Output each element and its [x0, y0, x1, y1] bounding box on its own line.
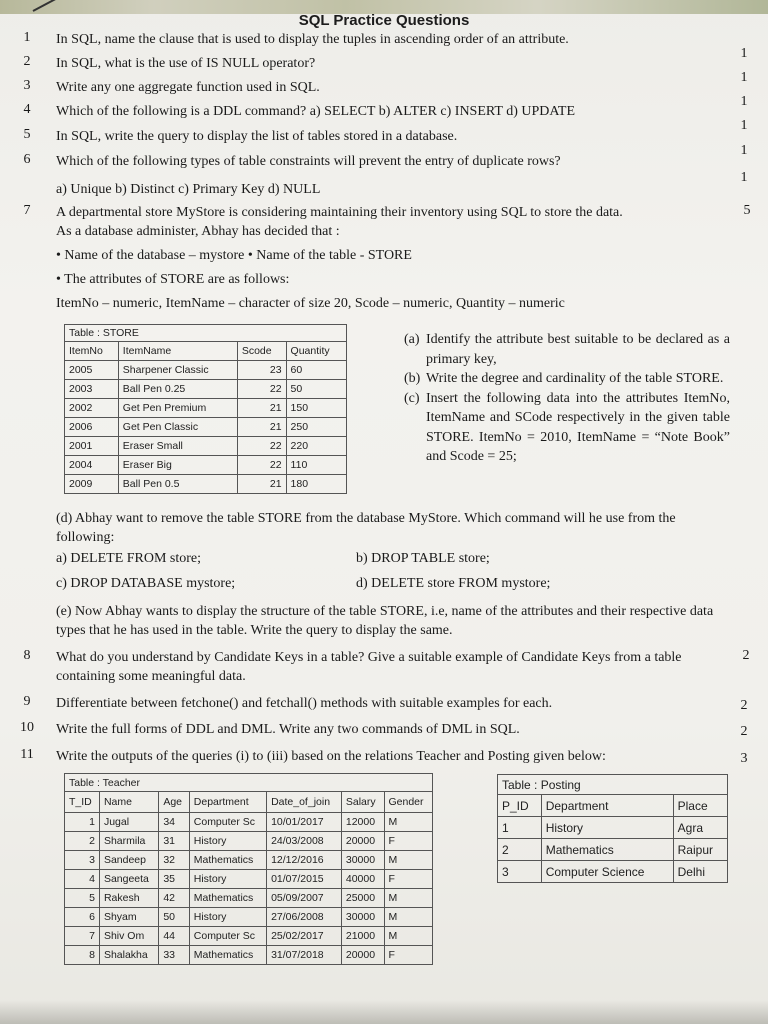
- table-cell: Shyam: [99, 908, 158, 927]
- question-marks: 1: [740, 46, 748, 61]
- column-header: Scode: [237, 342, 286, 361]
- question-marks: 1: [740, 118, 748, 133]
- table-cell: 35: [159, 870, 189, 889]
- table-row: [65, 832, 433, 851]
- table-cell: Eraser Big: [118, 456, 237, 475]
- table-cell: 32: [159, 851, 189, 870]
- column-header: T_ID: [65, 792, 100, 813]
- table-cell: 30000: [341, 908, 384, 927]
- table-cell: 1: [65, 813, 100, 832]
- table-cell: 2: [65, 832, 100, 851]
- question-number: 6: [23, 152, 31, 167]
- question-text: In SQL, write the query to display the list of tables stored in a database.: [56, 129, 458, 144]
- table-cell: 50: [286, 380, 346, 399]
- column-header: Salary: [341, 792, 384, 813]
- table-row: [65, 889, 433, 908]
- table-cell: Sharpener Classic: [118, 361, 237, 380]
- table-cell: Shalakha: [99, 946, 158, 965]
- table-cell: Computer Sc: [189, 813, 266, 832]
- table-cell: 3: [65, 851, 100, 870]
- table-cell: Raipur: [673, 839, 727, 861]
- table-cell: 220: [286, 437, 346, 456]
- table-cell: Ball Pen 0.5: [118, 475, 237, 494]
- table-cell: 110: [286, 456, 346, 475]
- question-text: Write any one aggregate function used in SQL.: [56, 80, 320, 95]
- table-cell: 2: [498, 839, 542, 861]
- table-row: [65, 813, 433, 832]
- question-marks: 3: [740, 751, 748, 766]
- table-cell: History: [189, 870, 266, 889]
- subpart-label: (c): [404, 390, 420, 406]
- question-text: Write the full forms of DDL and DML. Write any two commands of DML in SQL.: [56, 722, 520, 737]
- table-cell: 7: [65, 927, 100, 946]
- table-cell: 33: [159, 946, 189, 965]
- table-cell: Delhi: [673, 861, 727, 883]
- table-cell: 25/02/2017: [267, 927, 342, 946]
- question-number: 11: [20, 747, 34, 762]
- table-cell: F: [384, 946, 433, 965]
- table-cell: 5: [65, 889, 100, 908]
- question-number: 2: [23, 54, 31, 69]
- table-row: [65, 399, 347, 418]
- subpart-text: Insert the following data into the attributes ItemNo, ItemName and SCode respectively in the given table STORE. ItemNo = 2010, ItemName = “Note Book” and Scode = 25;: [426, 390, 730, 464]
- d-option-b: b) DROP TABLE store;: [356, 551, 490, 566]
- q7-subparts: [404, 330, 730, 467]
- table-cell: 6: [65, 908, 100, 927]
- table-cell: 12000: [341, 813, 384, 832]
- question-text: In SQL, what is the use of IS NULL operator?: [56, 56, 316, 71]
- q7-line-3: • Name of the database – mystore • Name of the table - STORE: [56, 248, 412, 263]
- table-cell: History: [189, 908, 266, 927]
- table-cell: 2005: [65, 361, 119, 380]
- question-marks: 5: [743, 203, 751, 218]
- table-cell: Mathematics: [189, 946, 266, 965]
- table-cell: 42: [159, 889, 189, 908]
- table-cell: 2001: [65, 437, 119, 456]
- teacher-table: [64, 773, 433, 965]
- table-row: [65, 380, 347, 399]
- question-text: Which of the following types of table constraints will prevent the entry of duplicate rows?: [56, 154, 561, 169]
- table-row: [65, 361, 347, 380]
- store-table: [64, 324, 347, 494]
- question-text: Write the outputs of the queries (i) to (iii) based on the relations Teacher and Posting given below:: [56, 749, 606, 764]
- table-cell: 20000: [341, 832, 384, 851]
- table-cell: M: [384, 889, 433, 908]
- column-header: Place: [673, 795, 727, 817]
- subpart-c: [404, 389, 730, 467]
- table-cell: F: [384, 870, 433, 889]
- q7-line-4: • The attributes of STORE are as follows:: [56, 272, 290, 287]
- question-marks: 1: [740, 143, 748, 158]
- table-cell: 2006: [65, 418, 119, 437]
- page-title: SQL Practice Questions: [298, 12, 470, 29]
- table-row: [65, 870, 433, 889]
- table-cell: 22: [237, 456, 286, 475]
- question-marks: 1: [740, 170, 748, 185]
- column-header: ItemNo: [65, 342, 119, 361]
- question-number: 9: [23, 694, 31, 709]
- table-cell: 60: [286, 361, 346, 380]
- table-row: [498, 861, 728, 883]
- table-row: [498, 817, 728, 839]
- column-header: ItemName: [118, 342, 237, 361]
- table-row: [498, 839, 728, 861]
- table-cell: 1: [498, 817, 542, 839]
- q7-line-5: ItemNo – numeric, ItemName – character of size 20, Scode – numeric, Quantity – numeric: [56, 296, 565, 311]
- q7-subpart-e: (e) Now Abhay wants to display the structure of the table STORE, i.e, name of the attributes and their respective data types that he has used in the table. Write the query to display the same.: [56, 604, 714, 638]
- table-cell: F: [384, 832, 433, 851]
- table-caption: Table : Posting: [498, 775, 728, 795]
- table-cell: 180: [286, 475, 346, 494]
- question-text: Differentiate between fetchone() and fetchall() methods with suitable examples for each.: [56, 696, 553, 711]
- question-number: 3: [23, 78, 31, 93]
- table-cell: 50: [159, 908, 189, 927]
- table-cell: Shiv Om: [99, 927, 158, 946]
- column-header: Quantity: [286, 342, 346, 361]
- subpart-a: [404, 330, 730, 369]
- question-number: 4: [23, 102, 31, 117]
- question-number: 7: [23, 203, 31, 218]
- table-cell: Mathematics: [189, 851, 266, 870]
- subpart-b: [404, 369, 730, 389]
- table-cell: 44: [159, 927, 189, 946]
- table-cell: Mathematics: [189, 889, 266, 908]
- table-cell: M: [384, 908, 433, 927]
- question-text: A departmental store MyStore is considering maintaining their inventory using SQL to store the data.: [56, 205, 623, 220]
- column-header: Name: [99, 792, 158, 813]
- table-cell: 22: [237, 437, 286, 456]
- q7-line-2: As a database administer, Abhay has decided that :: [56, 224, 340, 239]
- table-cell: Sandeep: [99, 851, 158, 870]
- q6-options: a) Unique b) Distinct c) Primary Key d) NULL: [56, 182, 321, 197]
- table-cell: Computer Sc: [189, 927, 266, 946]
- table-cell: 01/07/2015: [267, 870, 342, 889]
- table-cell: 24/03/2008: [267, 832, 342, 851]
- table-cell: 12/12/2016: [267, 851, 342, 870]
- question-marks: 2: [742, 648, 750, 663]
- subpart-label: (b): [404, 371, 421, 386]
- question-text: Which of the following is a DDL command? a) SELECT b) ALTER c) INSERT d) UPDATE: [56, 104, 576, 119]
- q7-subpart-d: (d) Abhay want to remove the table STORE from the database MyStore. Which command will he use from the following:: [56, 511, 676, 545]
- table-cell: 22: [237, 380, 286, 399]
- table-caption: Table : Teacher: [65, 774, 433, 792]
- table-cell: 250: [286, 418, 346, 437]
- table-cell: 27/06/2008: [267, 908, 342, 927]
- table-cell: 05/09/2007: [267, 889, 342, 908]
- question-number: 1: [23, 30, 31, 45]
- table-cell: M: [384, 851, 433, 870]
- table-cell: 2002: [65, 399, 119, 418]
- column-header: P_ID: [498, 795, 542, 817]
- table-cell: Get Pen Premium: [118, 399, 237, 418]
- table-cell: 2009: [65, 475, 119, 494]
- column-header: Gender: [384, 792, 433, 813]
- question-marks: 1: [740, 70, 748, 85]
- table-cell: Ball Pen 0.25: [118, 380, 237, 399]
- table-cell: 25000: [341, 889, 384, 908]
- table-cell: M: [384, 927, 433, 946]
- d-option-d: d) DELETE store FROM mystore;: [356, 576, 551, 591]
- question-number: 8: [23, 648, 31, 663]
- table-cell: 20000: [341, 946, 384, 965]
- table-cell: 3: [498, 861, 542, 883]
- d-option-a: a) DELETE FROM store;: [56, 551, 202, 566]
- table-cell: Agra: [673, 817, 727, 839]
- table-cell: 21: [237, 475, 286, 494]
- d-option-c: c) DROP DATABASE mystore;: [56, 576, 236, 591]
- table-cell: 21000: [341, 927, 384, 946]
- question-text: In SQL, name the clause that is used to display the tuples in ascending order of an attribute.: [56, 32, 569, 47]
- table-cell: Computer Science: [541, 861, 673, 883]
- column-header: Date_of_join: [267, 792, 342, 813]
- question-number: 5: [23, 127, 31, 142]
- table-row: [65, 437, 347, 456]
- page-shadow: [0, 1000, 768, 1024]
- table-caption: Table : STORE: [65, 325, 347, 342]
- table-cell: Rakesh: [99, 889, 158, 908]
- table-row: [65, 475, 347, 494]
- subpart-text: Identify the attribute best suitable to be declared as a primary key,: [426, 332, 730, 367]
- question-marks: 2: [740, 724, 748, 739]
- table-row: [65, 946, 433, 965]
- table-row: [65, 927, 433, 946]
- question-text: What do you understand by Candidate Keys in a table? Give a suitable example of Candidate Keys from a table containing some meaningful data.: [56, 650, 682, 684]
- table-cell: 30000: [341, 851, 384, 870]
- table-cell: 21: [237, 418, 286, 437]
- table-cell: 31: [159, 832, 189, 851]
- table-cell: 40000: [341, 870, 384, 889]
- table-cell: 31/07/2018: [267, 946, 342, 965]
- question-marks: 1: [740, 94, 748, 109]
- table-cell: 34: [159, 813, 189, 832]
- table-cell: Sangeeta: [99, 870, 158, 889]
- question-marks: 2: [740, 698, 748, 713]
- table-row: [65, 851, 433, 870]
- question-number: 10: [20, 720, 34, 735]
- table-cell: M: [384, 813, 433, 832]
- column-header: Department: [541, 795, 673, 817]
- column-header: Department: [189, 792, 266, 813]
- table-row: [65, 908, 433, 927]
- subpart-text: Write the degree and cardinality of the table STORE.: [426, 371, 724, 386]
- table-cell: 23: [237, 361, 286, 380]
- table-cell: Jugal: [99, 813, 158, 832]
- table-cell: 150: [286, 399, 346, 418]
- table-cell: 2004: [65, 456, 119, 475]
- table-cell: 21: [237, 399, 286, 418]
- table-row: [65, 456, 347, 475]
- table-cell: 10/01/2017: [267, 813, 342, 832]
- subpart-label: (a): [404, 332, 420, 347]
- table-cell: Get Pen Classic: [118, 418, 237, 437]
- table-cell: Eraser Small: [118, 437, 237, 456]
- table-cell: History: [189, 832, 266, 851]
- table-cell: History: [541, 817, 673, 839]
- table-cell: Sharmila: [99, 832, 158, 851]
- table-cell: Mathematics: [541, 839, 673, 861]
- table-cell: 8: [65, 946, 100, 965]
- posting-table: [497, 774, 728, 883]
- table-row: [65, 418, 347, 437]
- column-header: Age: [159, 792, 189, 813]
- table-cell: 4: [65, 870, 100, 889]
- table-cell: 2003: [65, 380, 119, 399]
